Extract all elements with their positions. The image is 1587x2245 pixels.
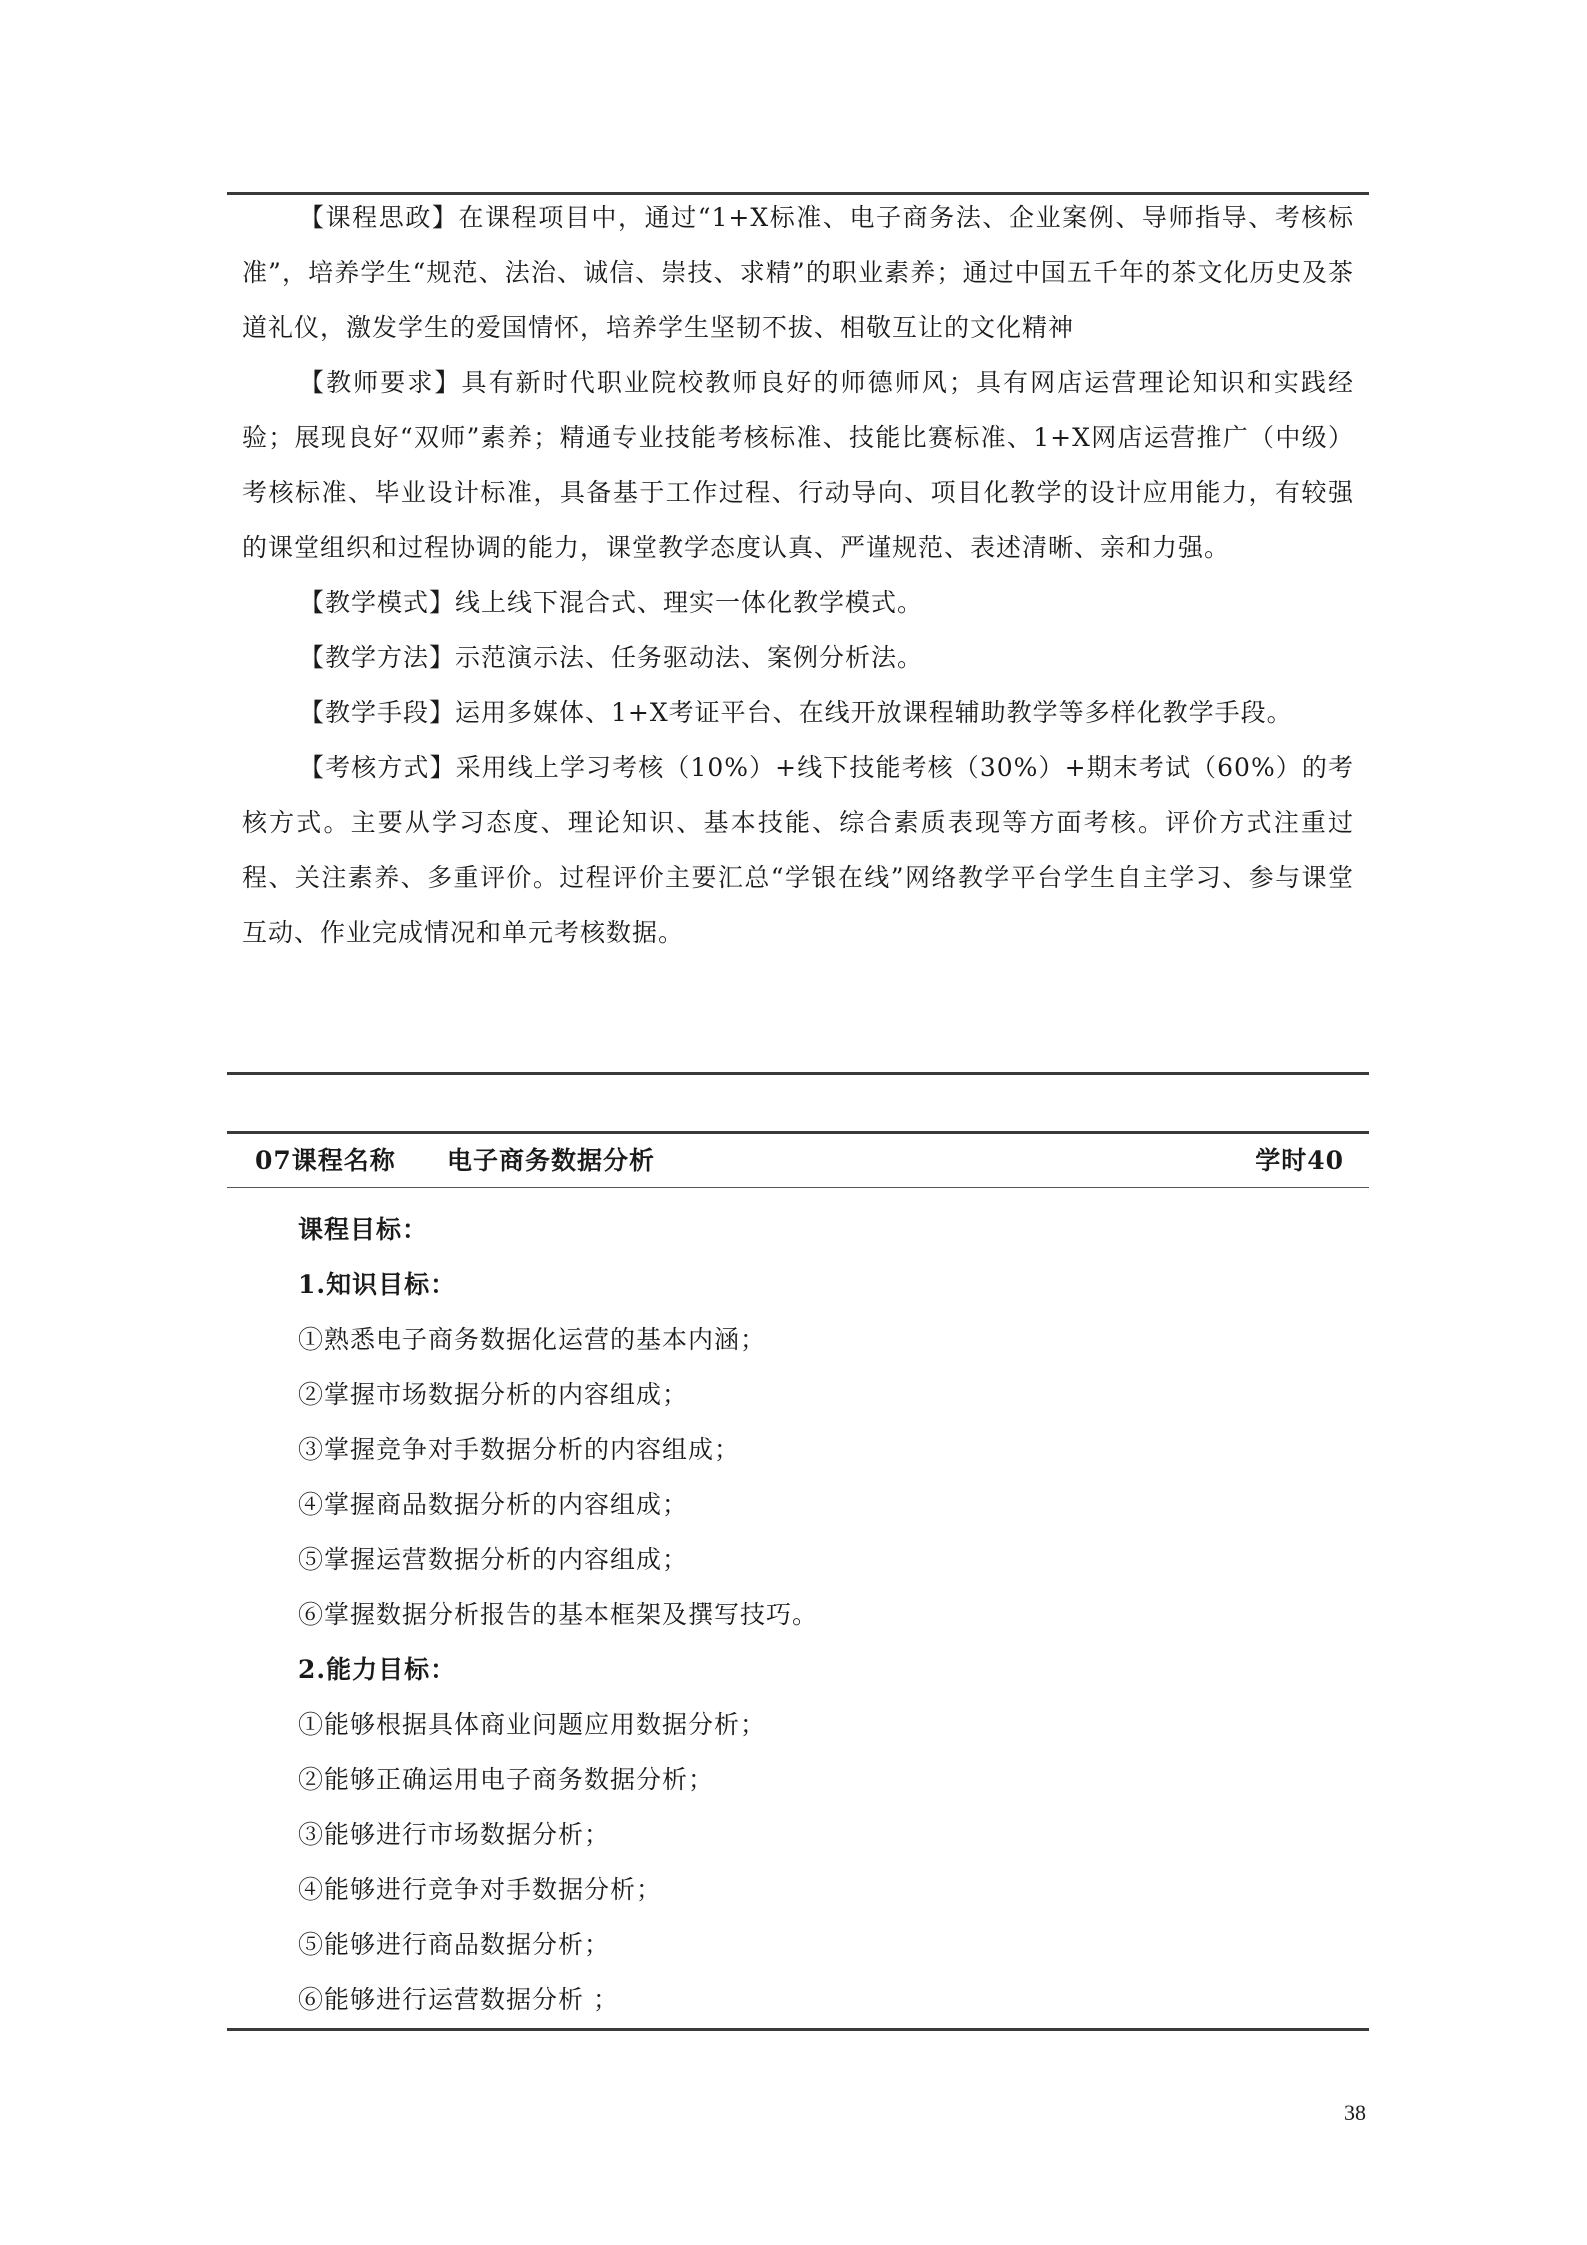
ability-title: 2.能力目标： — [298, 1655, 457, 1684]
paragraph-teaching-methods — [242, 630, 1354, 685]
paragraph-tag: 【课程思政】 — [299, 203, 459, 232]
course-name: 电子商务数据分析 — [447, 1146, 656, 1175]
paragraph-text: 在课程项目中，通过“1+X标准、电子商务法、企业案例、导师指导、考核标准”，培养学生“规范、法治、诚信、崇技、求精”的职业素养；通过中国五千年的茶文化历史及茶道礼仪，激发学生的爱国情怀，培养学生坚韧不拔、相敬互让的文化精神 — [242, 203, 1354, 342]
knowledge-item: ④掌握商品数据分析的内容组成； — [298, 1490, 689, 1519]
page-number: 38 — [1344, 2100, 1366, 2125]
paragraph-tag: 【教学手段】 — [299, 698, 456, 727]
course-header — [227, 1131, 1369, 1187]
paragraph-tag: 【考核方式】 — [299, 753, 456, 782]
paragraph-text: 示范演示法、任务驱动法、案例分析法。 — [455, 643, 924, 672]
ability-item: ①能够根据具体商业问题应用数据分析； — [298, 1710, 767, 1739]
ability-item: ⑥能够进行运营数据分析 ； — [298, 1985, 619, 2014]
paragraph-text: 具有新时代职业院校教师良好的师德师风；具有网店运营理论知识和实践经验；展现良好“双师”素养；精通专业技能考核标准、技能比赛标准、1+X网店运营推广（中级）考核标准、毕业设计标准，具备基于工作过程、行动导向、项目化教学的设计应用能力，有较强的课堂组织和过程协调的能力，课堂教学态度认真、严谨规范、表述清晰、亲和力强。 — [242, 368, 1354, 562]
paragraph-tag: 【教学模式】 — [299, 588, 456, 617]
course-header-bottom-rule — [227, 1187, 1369, 1188]
paragraph-ideology — [242, 190, 1354, 355]
section1-bottom-rule — [227, 1072, 1369, 1075]
paragraph-teaching-mode — [242, 575, 1354, 630]
knowledge-item: ⑤掌握运营数据分析的内容组成； — [298, 1545, 689, 1574]
paragraph-text: 运用多媒体、1+X考证平台、在线开放课程辅助教学等多样化教学手段。 — [455, 698, 1293, 727]
paragraph-text: 线上线下混合式、理实一体化教学模式。 — [455, 588, 924, 617]
objectives-title: 课程目标： — [298, 1215, 429, 1244]
course-objectives-section — [298, 1202, 1338, 2027]
course-details-section — [242, 190, 1354, 960]
course-number-label: 07课程名称 — [255, 1146, 396, 1175]
paragraph-teacher-requirements — [242, 355, 1354, 575]
knowledge-title: 1.知识目标： — [298, 1270, 457, 1299]
knowledge-item: ⑥掌握数据分析报告的基本框架及撰写技巧。 — [298, 1600, 819, 1629]
paragraph-assessment — [242, 740, 1354, 960]
ability-item: ③能够进行市场数据分析； — [298, 1820, 611, 1849]
section2-bottom-rule — [227, 2028, 1369, 2031]
ability-item: ②能够正确运用电子商务数据分析； — [298, 1765, 715, 1794]
ability-item: ⑤能够进行商品数据分析； — [298, 1930, 611, 1959]
ability-item: ④能够进行竞争对手数据分析； — [298, 1875, 663, 1904]
paragraph-teaching-means — [242, 685, 1354, 740]
paragraph-text: 采用线上学习考核（10%）+线下技能考核（30%）+期末考试（60%）的考核方式。主要从学习态度、理论知识、基本技能、综合素质表现等方面考核。评价方式注重过程、关注素养、多重评价。过程评价主要汇总“学银在线”网络教学平台学生自主学习、参与课堂互动、作业完成情况和单元考核数据。 — [242, 753, 1354, 947]
paragraph-tag: 【教师要求】 — [299, 368, 462, 397]
knowledge-item: ③掌握竞争对手数据分析的内容组成； — [298, 1435, 741, 1464]
paragraph-tag: 【教学方法】 — [299, 643, 456, 672]
knowledge-item: ②掌握市场数据分析的内容组成； — [298, 1380, 689, 1409]
knowledge-item: ①熟悉电子商务数据化运营的基本内涵； — [298, 1325, 767, 1354]
course-hours: 学时40 — [1255, 1146, 1344, 1175]
